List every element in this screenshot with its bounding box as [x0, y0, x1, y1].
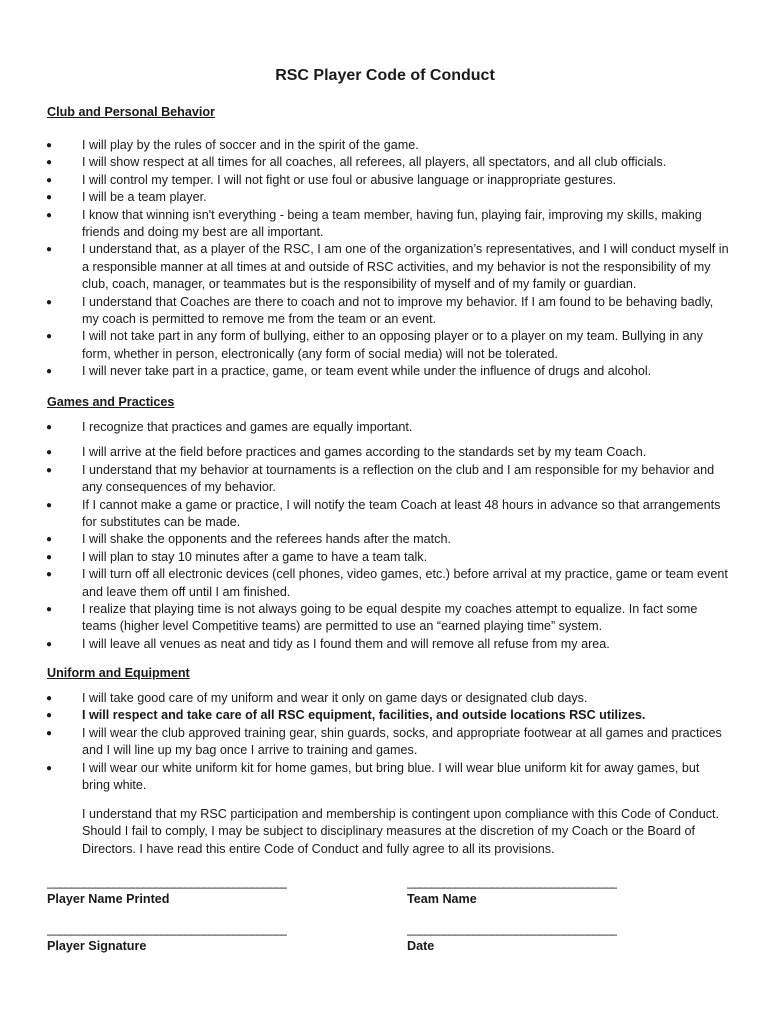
list-item-text: I will show respect at all times for all coaches, all referees, all players, all spectators, and all club officials. — [82, 155, 667, 170]
list-item-text: I will respect and take care of all RSC equipment, facilities, and outside locations RSC utilizes. — [82, 708, 646, 723]
list-item — [0, 328, 770, 363]
list-item — [0, 636, 770, 653]
bullet-icon: ● — [46, 569, 53, 581]
team-name-label: Team Name — [407, 892, 477, 907]
signature-line: ___________________________________ — [407, 922, 618, 936]
document-title: RSC Player Code of Conduct — [275, 67, 495, 84]
bullet-icon: ● — [46, 174, 53, 186]
list-item — [0, 207, 770, 242]
list-item-text: I understand that my behavior at tournaments is a reflection on the club and I am responsible for my behavior and any consequences of my behavior. — [82, 462, 715, 495]
list-item-text: I will not take part in any form of bullying, either to an opposing player or to a player on my team. Bullying in any form, whether in person, electronically (any form of social media) will not be tolerated. — [82, 329, 703, 361]
uniform-equipment-list — [0, 690, 770, 794]
team-name-field[interactable] — [407, 874, 617, 909]
list-item — [0, 363, 770, 380]
bullet-icon: ● — [46, 366, 53, 378]
list-item — [0, 707, 770, 724]
club-behavior-list — [0, 137, 770, 381]
list-item-text: I will play by the rules of soccer and in the spirit of the game. — [82, 138, 419, 152]
list-item-text: I will arrive at the field before practices and games according to the standards set by my team Coach. — [82, 445, 647, 460]
bullet-icon: ● — [46, 551, 53, 563]
bullet-icon: ● — [46, 157, 53, 169]
bullet-icon: ● — [46, 192, 53, 204]
list-item — [0, 531, 770, 548]
section-heading-uniform: Uniform and Equipment — [47, 666, 190, 680]
section-heading-games: Games and Practices — [47, 395, 175, 409]
bullet-icon: ● — [46, 693, 53, 704]
bullet-icon: ● — [46, 710, 53, 722]
player-signature-label: Player Signature — [47, 939, 147, 954]
list-item — [0, 294, 770, 329]
list-item — [0, 690, 770, 707]
bullet-icon: ● — [46, 534, 53, 546]
list-item-text: I recognize that practices and games are equally important. — [82, 420, 413, 434]
list-item — [0, 189, 770, 206]
list-item-text: I understand that Coaches are there to coach and not to improve my behavior. If I am found to be behaving badly, my coach is permitted to remove me from the team or an event. — [82, 294, 714, 327]
bullet-icon: ● — [46, 604, 53, 616]
bullet-icon: ● — [46, 727, 53, 739]
list-item — [0, 462, 770, 497]
list-item-text: I will plan to stay 10 minutes after a game to have a team talk. — [82, 549, 428, 564]
list-item — [0, 566, 770, 601]
list-item-text: I will control my temper. I will not fight or use foul or abusive language or inappropriate gestures. — [82, 172, 617, 187]
list-item — [0, 601, 770, 636]
signature-line: ___________________________________ — [407, 875, 618, 889]
closing-statement: I understand that my RSC participation and membership is contingent upon compliance with this Code of Conduct. Should I fail to comply, I may be subject to disciplinary measures at the discretion of my Coach or the Board of Directors. I have read this entire Code of Conduct and fully agree to all its provisions. — [82, 807, 720, 856]
bullet-icon: ● — [46, 140, 53, 151]
bullet-icon: ● — [46, 422, 53, 433]
list-item — [0, 497, 770, 532]
date-field[interactable] — [407, 921, 617, 956]
player-name-label: Player Name Printed — [47, 892, 170, 907]
list-item — [0, 154, 770, 171]
list-item-text: I will turn off all electronic devices (cell phones, video games, etc.) before arrival at my practice, game or team event and leave them off until I am finished. — [82, 567, 728, 599]
bullet-icon: ● — [46, 209, 53, 221]
bullet-icon: ● — [46, 762, 53, 774]
list-item-text: I will be a team player. — [82, 190, 207, 205]
bullet-icon: ● — [46, 296, 53, 308]
list-item — [0, 760, 770, 795]
player-name-field[interactable] — [47, 874, 287, 909]
list-item-text: I will shake the opponents and the referees hands after the match. — [82, 532, 451, 547]
list-item-text: I will leave all venues as neat and tidy as I found them and will remove all refuse from my area. — [82, 636, 610, 651]
list-item — [0, 241, 770, 293]
list-item — [0, 444, 770, 461]
list-item — [0, 137, 770, 154]
list-item-text: I will wear the club approved training gear, shin guards, socks, and appropriate footwear at all games and practices and I will line up my bag once I arrive to training and games. — [82, 725, 722, 758]
list-item-text: I understand that, as a player of the RSC, I am one of the organization’s representatives, and I will conduct myself in a responsible manner at all times at and outside of RSC activities, and my behavior is not the responsibility of my club, coach, manager, or teammates but is the responsibility of myself and of my family or guardian. — [82, 242, 729, 292]
signature-line: ________________________________________ — [47, 922, 288, 936]
games-practices-list — [0, 419, 770, 653]
player-signature-field[interactable] — [47, 921, 287, 956]
list-item — [0, 419, 770, 436]
section-heading-club: Club and Personal Behavior — [47, 105, 215, 119]
bullet-icon: ● — [46, 447, 53, 459]
list-item — [0, 549, 770, 566]
bullet-icon: ● — [46, 638, 53, 650]
list-item — [0, 172, 770, 189]
date-label: Date — [407, 939, 435, 954]
list-item — [0, 725, 770, 760]
list-item-text: I will wear our white uniform kit for home games, but bring blue. I will wear blue uniform kit for away games, but bring white. — [82, 760, 700, 793]
bullet-icon: ● — [46, 331, 53, 343]
bullet-icon: ● — [46, 464, 53, 476]
list-item-text: I know that winning isn't everything - being a team member, having fun, playing fair, improving my skills, making friends and doing my best are all important. — [82, 207, 702, 240]
list-item-text: If I cannot make a game or practice, I will notify the team Coach at least 48 hours in advance so that arrangements for substitutes can be made. — [82, 497, 721, 530]
list-item-text: I realize that playing time is not always going to be equal despite my coaches attempt to equalize. In fact some teams (higher level Competitive teams) are permitted to use an “earned playing time” system. — [82, 602, 698, 634]
bullet-icon: ● — [46, 244, 53, 256]
list-item-text: I will take good care of my uniform and wear it only on game days or designated club days. — [82, 691, 588, 705]
signature-line: ________________________________________ — [47, 875, 288, 889]
bullet-icon: ● — [46, 499, 53, 511]
list-item-text: I will never take part in a practice, game, or team event while under the influence of drugs and alcohol. — [82, 364, 652, 379]
